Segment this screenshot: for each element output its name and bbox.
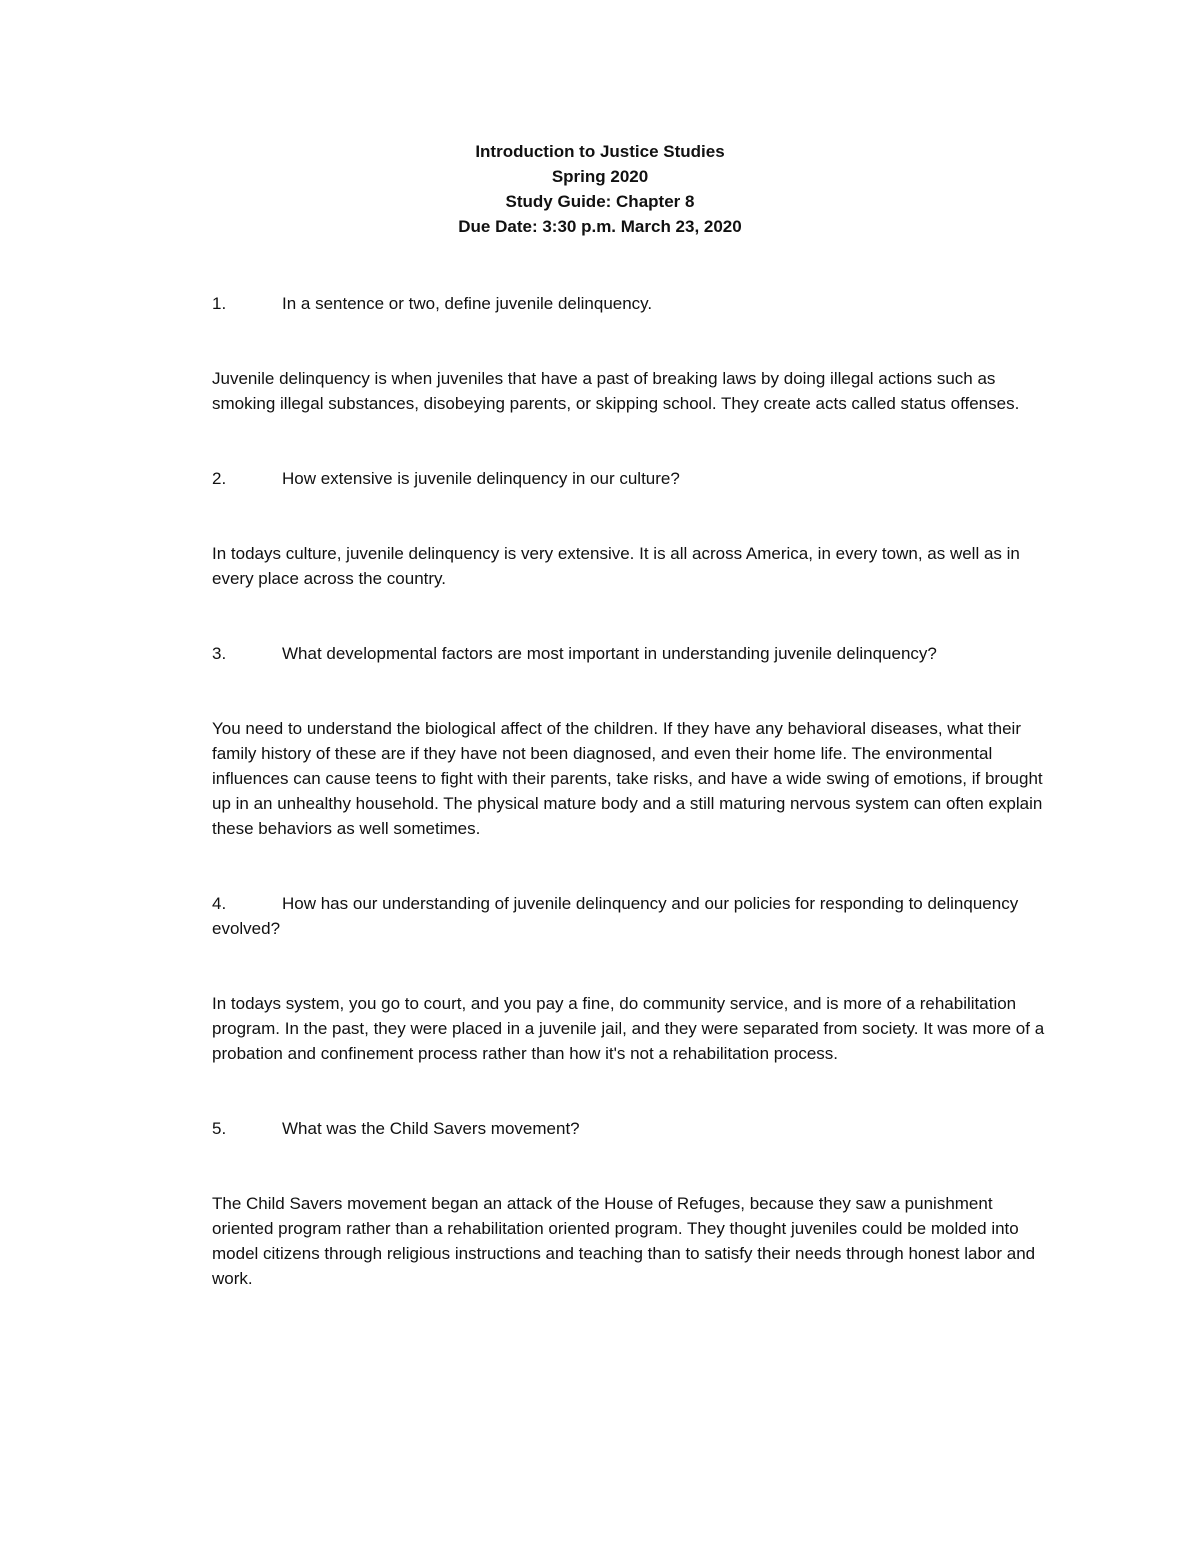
answer-3: You need to understand the biological affect of the children. If they have any behavioral diseases, what their family history of these are if they have not been diagnosed, and even their home life. The environmental influences can cause teens to fight with their parents, take risks, and have a wide swing of emotions, if brought up in an unhealthy household. The physical mature body and a still maturing nervous system can often explain these behaviors as well sometimes. xyxy=(212,719,1043,838)
question-number: 2. xyxy=(212,469,227,488)
study-guide-title: Study Guide: Chapter 8 xyxy=(505,192,695,211)
answer-1: Juvenile delinquency is when juveniles that have a past of breaking laws by doing illegal actions such as smoking illegal substances, disobeying parents, or skipping school. They create acts called status offenses. xyxy=(212,369,1020,413)
due-date: Due Date: 3:30 p.m. March 23, 2020 xyxy=(458,217,742,236)
question-4 xyxy=(212,891,1057,941)
question-number: 4. xyxy=(212,894,227,913)
question-3 xyxy=(212,641,1057,666)
question-5 xyxy=(212,1116,1057,1141)
question-text: How extensive is juvenile delinquency in our culture? xyxy=(282,469,680,488)
answer-5: The Child Savers movement began an attack of the House of Refuges, because they saw a punishment oriented program rather than a rehabilitation oriented program. They thought juveniles could be molded into model citizens through religious instructions and teaching than to satisfy their needs through honest labor and work. xyxy=(212,1194,1036,1288)
question-text: How has our understanding of juvenile delinquency and our policies for responding to delinquency evolved? xyxy=(212,894,1019,938)
question-1 xyxy=(212,291,1057,316)
question-number: 5. xyxy=(212,1119,227,1138)
question-text: What developmental factors are most important in understanding juvenile delinquency? xyxy=(282,644,937,663)
question-text: In a sentence or two, define juvenile delinquency. xyxy=(282,294,653,313)
term-label: Spring 2020 xyxy=(551,167,649,186)
question-2 xyxy=(212,466,1057,491)
question-number: 1. xyxy=(212,294,227,313)
question-text: What was the Child Savers movement? xyxy=(282,1119,580,1138)
document-header xyxy=(0,139,1200,239)
answer-2: In todays culture, juvenile delinquency is very extensive. It is all across America, in every town, as well as in every place across the country. xyxy=(212,544,1020,588)
question-number: 3. xyxy=(212,644,227,663)
answer-4: In todays system, you go to court, and you pay a fine, do community service, and is more of a rehabilitation program. In the past, they were placed in a juvenile jail, and they were separated from society. It was more of a probation and confinement process rather than how it's not a rehabilitation process. xyxy=(212,994,1045,1063)
course-title: Introduction to Justice Studies xyxy=(475,142,725,161)
